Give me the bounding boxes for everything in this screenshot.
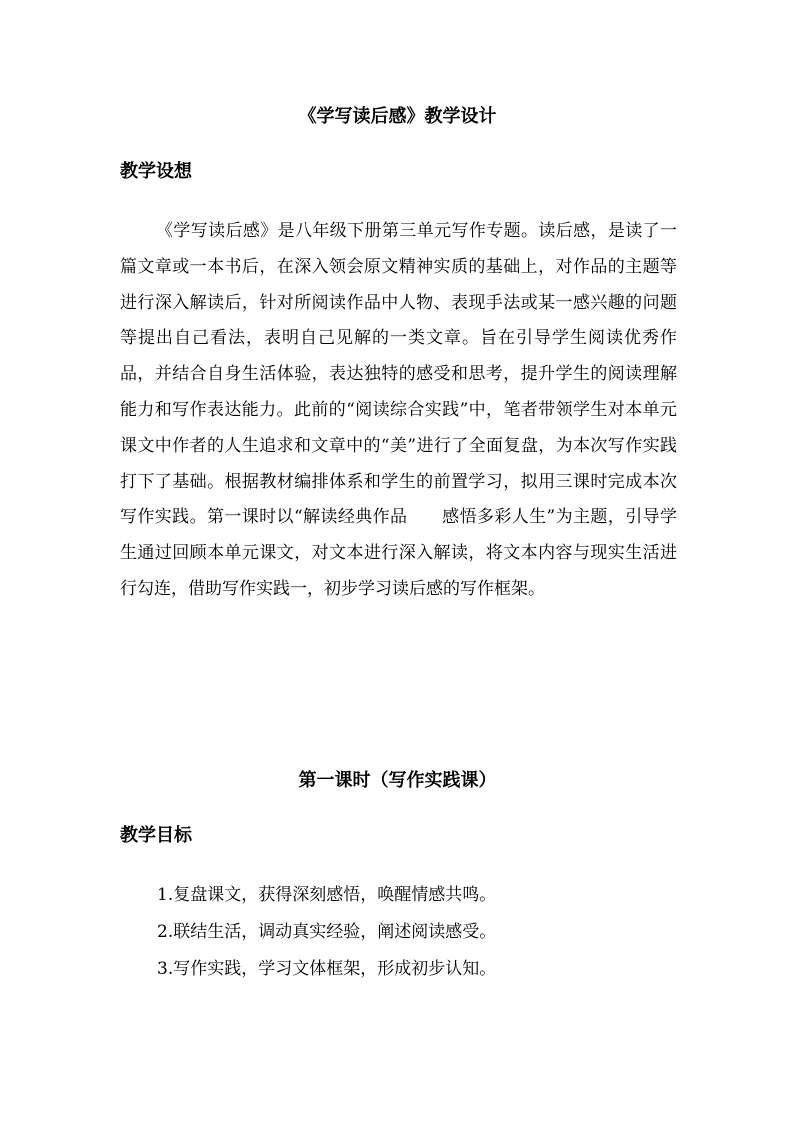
teaching-concept-paragraph: 《学写读后感》是八年级下册第三单元写作专题。读后感，是读了一篇文章或一本书后，在深入领会原文精神实质的基础上，对作品的主题等进行深入解读后，针对所阅读作品中人物、表现手法或某一感兴趣的问题等提出自己看法，表明自己见解的一类文章。旨在引导学生阅读优秀作品，并结合自身生活体验，表达独特的感受和思考，提升学生的阅读理解能力和写作表达能力。此前的“阅读综合实践”中，笔者带领学生对本单元课文中作者的人生追求和文章中的“美”进行了全面复盘，为本次写作实践打下了基础。根据教材编排体系和学生的前置学习，拟用三课时完成本次写作实践。第一课时以“解读经典作品 感悟多彩人生”为主题，引导学生通过回顾本单元课文，对文本进行深入解读，将文本内容与现实生活进行勾连，借助写作实践一，初步学习读后感的写作框架。 <box>120 221 677 599</box>
teaching-goal-item: 2.联结生活，调动真实经验，阐述阅读感受。 <box>157 922 497 942</box>
teaching-goal-item: 1.复盘课文，获得深刻感悟，唤醒情感共鸣。 <box>157 885 497 905</box>
section-heading-teaching-concept: 教学设想 <box>120 161 192 182</box>
document-title: 《学写读后感》教学设计 <box>298 106 497 127</box>
teaching-goals-list <box>157 877 496 988</box>
section-heading-teaching-goals: 教学目标 <box>120 825 192 846</box>
teaching-goal-item: 3.写作实践，学习文体框架，形成初步认知。 <box>157 959 497 979</box>
lesson-title: 第一课时（写作实践课） <box>298 770 497 791</box>
